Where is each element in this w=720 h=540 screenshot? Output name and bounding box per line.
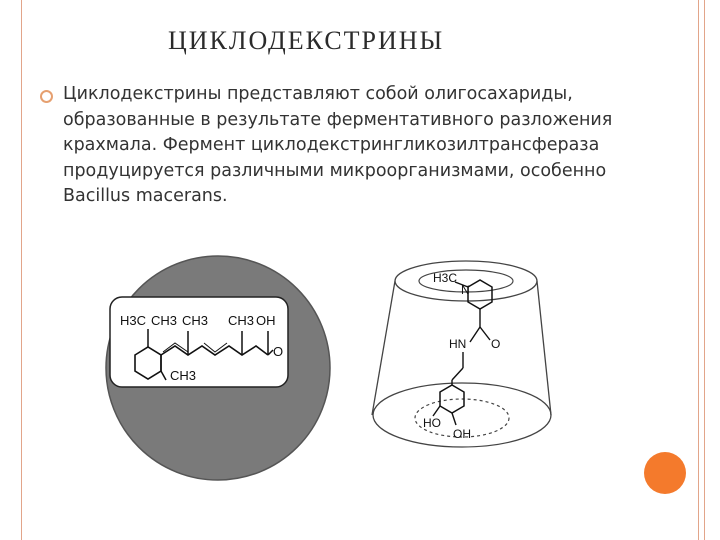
label-o: O [273,344,284,359]
label-ch3-b: CH3 [182,313,209,328]
label-oh: OH [256,313,276,328]
slide-title: ЦИКЛОДЕКСТРИНЫ [168,26,445,55]
label-ho: HO [423,416,441,430]
label-o-right: O [491,337,501,351]
molecule-box [110,297,288,387]
label-ch3-ring: CH3 [170,368,197,383]
label-ch3-a: CH3 [151,313,178,328]
label-ch3-c: CH3 [228,313,255,328]
label-hn: HN [449,337,467,351]
retinoic-acid-figure [106,256,330,480]
label-n: N [461,283,470,297]
orange-circle-decoration [644,452,686,494]
label-h3c: H3C [120,313,147,328]
label-h3c-right: H3C [433,271,458,285]
label-oh-right: OH [453,427,471,441]
cone-right-side [537,281,551,415]
bullet-text: Циклодекстрины представляют собой олигосахариды, образованные в результате ферментативного разложения крахмала. Фермент циклодекстрингликозилтрансфераза продуцируется различными микроорганизмами, особенно Bacillus macerans. [63,84,613,206]
pyridinium-ring [468,280,492,309]
cyclodextrin-cone-figure [372,261,551,447]
